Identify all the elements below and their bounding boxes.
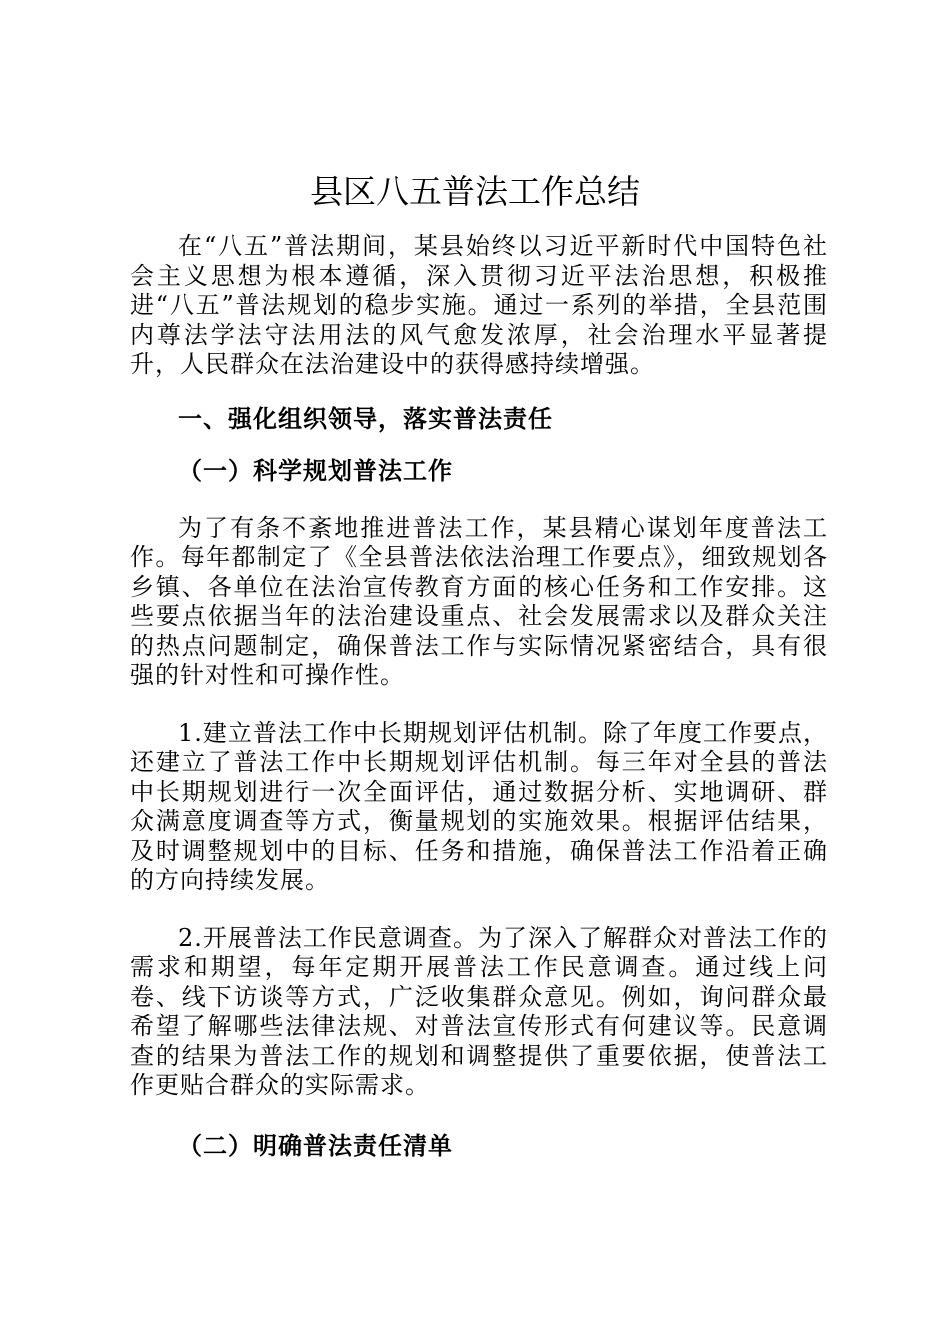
body-paragraph: 为了有条不紊地推进普法工作，某县精心谋划年度普法工作。每年都制定了《全县普法依法治理工作要点》，细致规划各乡镇、各单位在法治宣传教育方面的核心任务和工作安排。这些要点依据当年的法治建设重点、社会发展需求以及群众关注的热点问题制定，确保普法工作与实际情况紧密结合，具有很强的针对性和可操作性。 bbox=[130, 513, 828, 689]
intro-paragraph: 在“八五”普法期间，某县始终以习近平新时代中国特色社会主义思想为根本遵循，深入贯彻习近平法治思想，积极推进“八五”普法规划的稳步实施。通过一系列的举措，全县范围内尊法学法守法用法的风气愈发浓厚，社会治理水平显著提升，人民群众在法治建设中的获得感持续增强。 bbox=[130, 232, 828, 378]
list-item-paragraph: 1.建立普法工作中长期规划评估机制。除了年度工作要点，还建立了普法工作中长期规划评估机制。每三年对全县的普法中长期规划进行一次全面评估，通过数据分析、实地调研、群众满意度调查等方式，衡量规划的实施效果。根据评估结果，及时调整规划中的目标、任务和措施，确保普法工作沿着正确的方向持续发展。 bbox=[130, 718, 828, 894]
document-body bbox=[130, 232, 828, 1161]
subsection-heading: （一）科学规划普法工作 bbox=[178, 455, 453, 485]
document-title: 县区八五普法工作总结 bbox=[310, 172, 640, 211]
subsection-heading: （二）明确普法责任清单 bbox=[178, 1130, 453, 1160]
section-heading: 一、强化组织领导，落实普法责任 bbox=[178, 403, 553, 433]
list-item-paragraph: 2.开展普法工作民意调查。为了深入了解群众对普法工作的需求和期望，每年定期开展普法工作民意调查。通过线上问卷、线下访谈等方式，广泛收集群众意见。例如，询问群众最希望了解哪些法律法规、对普法宣传形式有何建议等。民意调查的结果为普法工作的规划和调整提供了重要依据，使普法工作更贴合群众的实际需求。 bbox=[130, 923, 828, 1099]
